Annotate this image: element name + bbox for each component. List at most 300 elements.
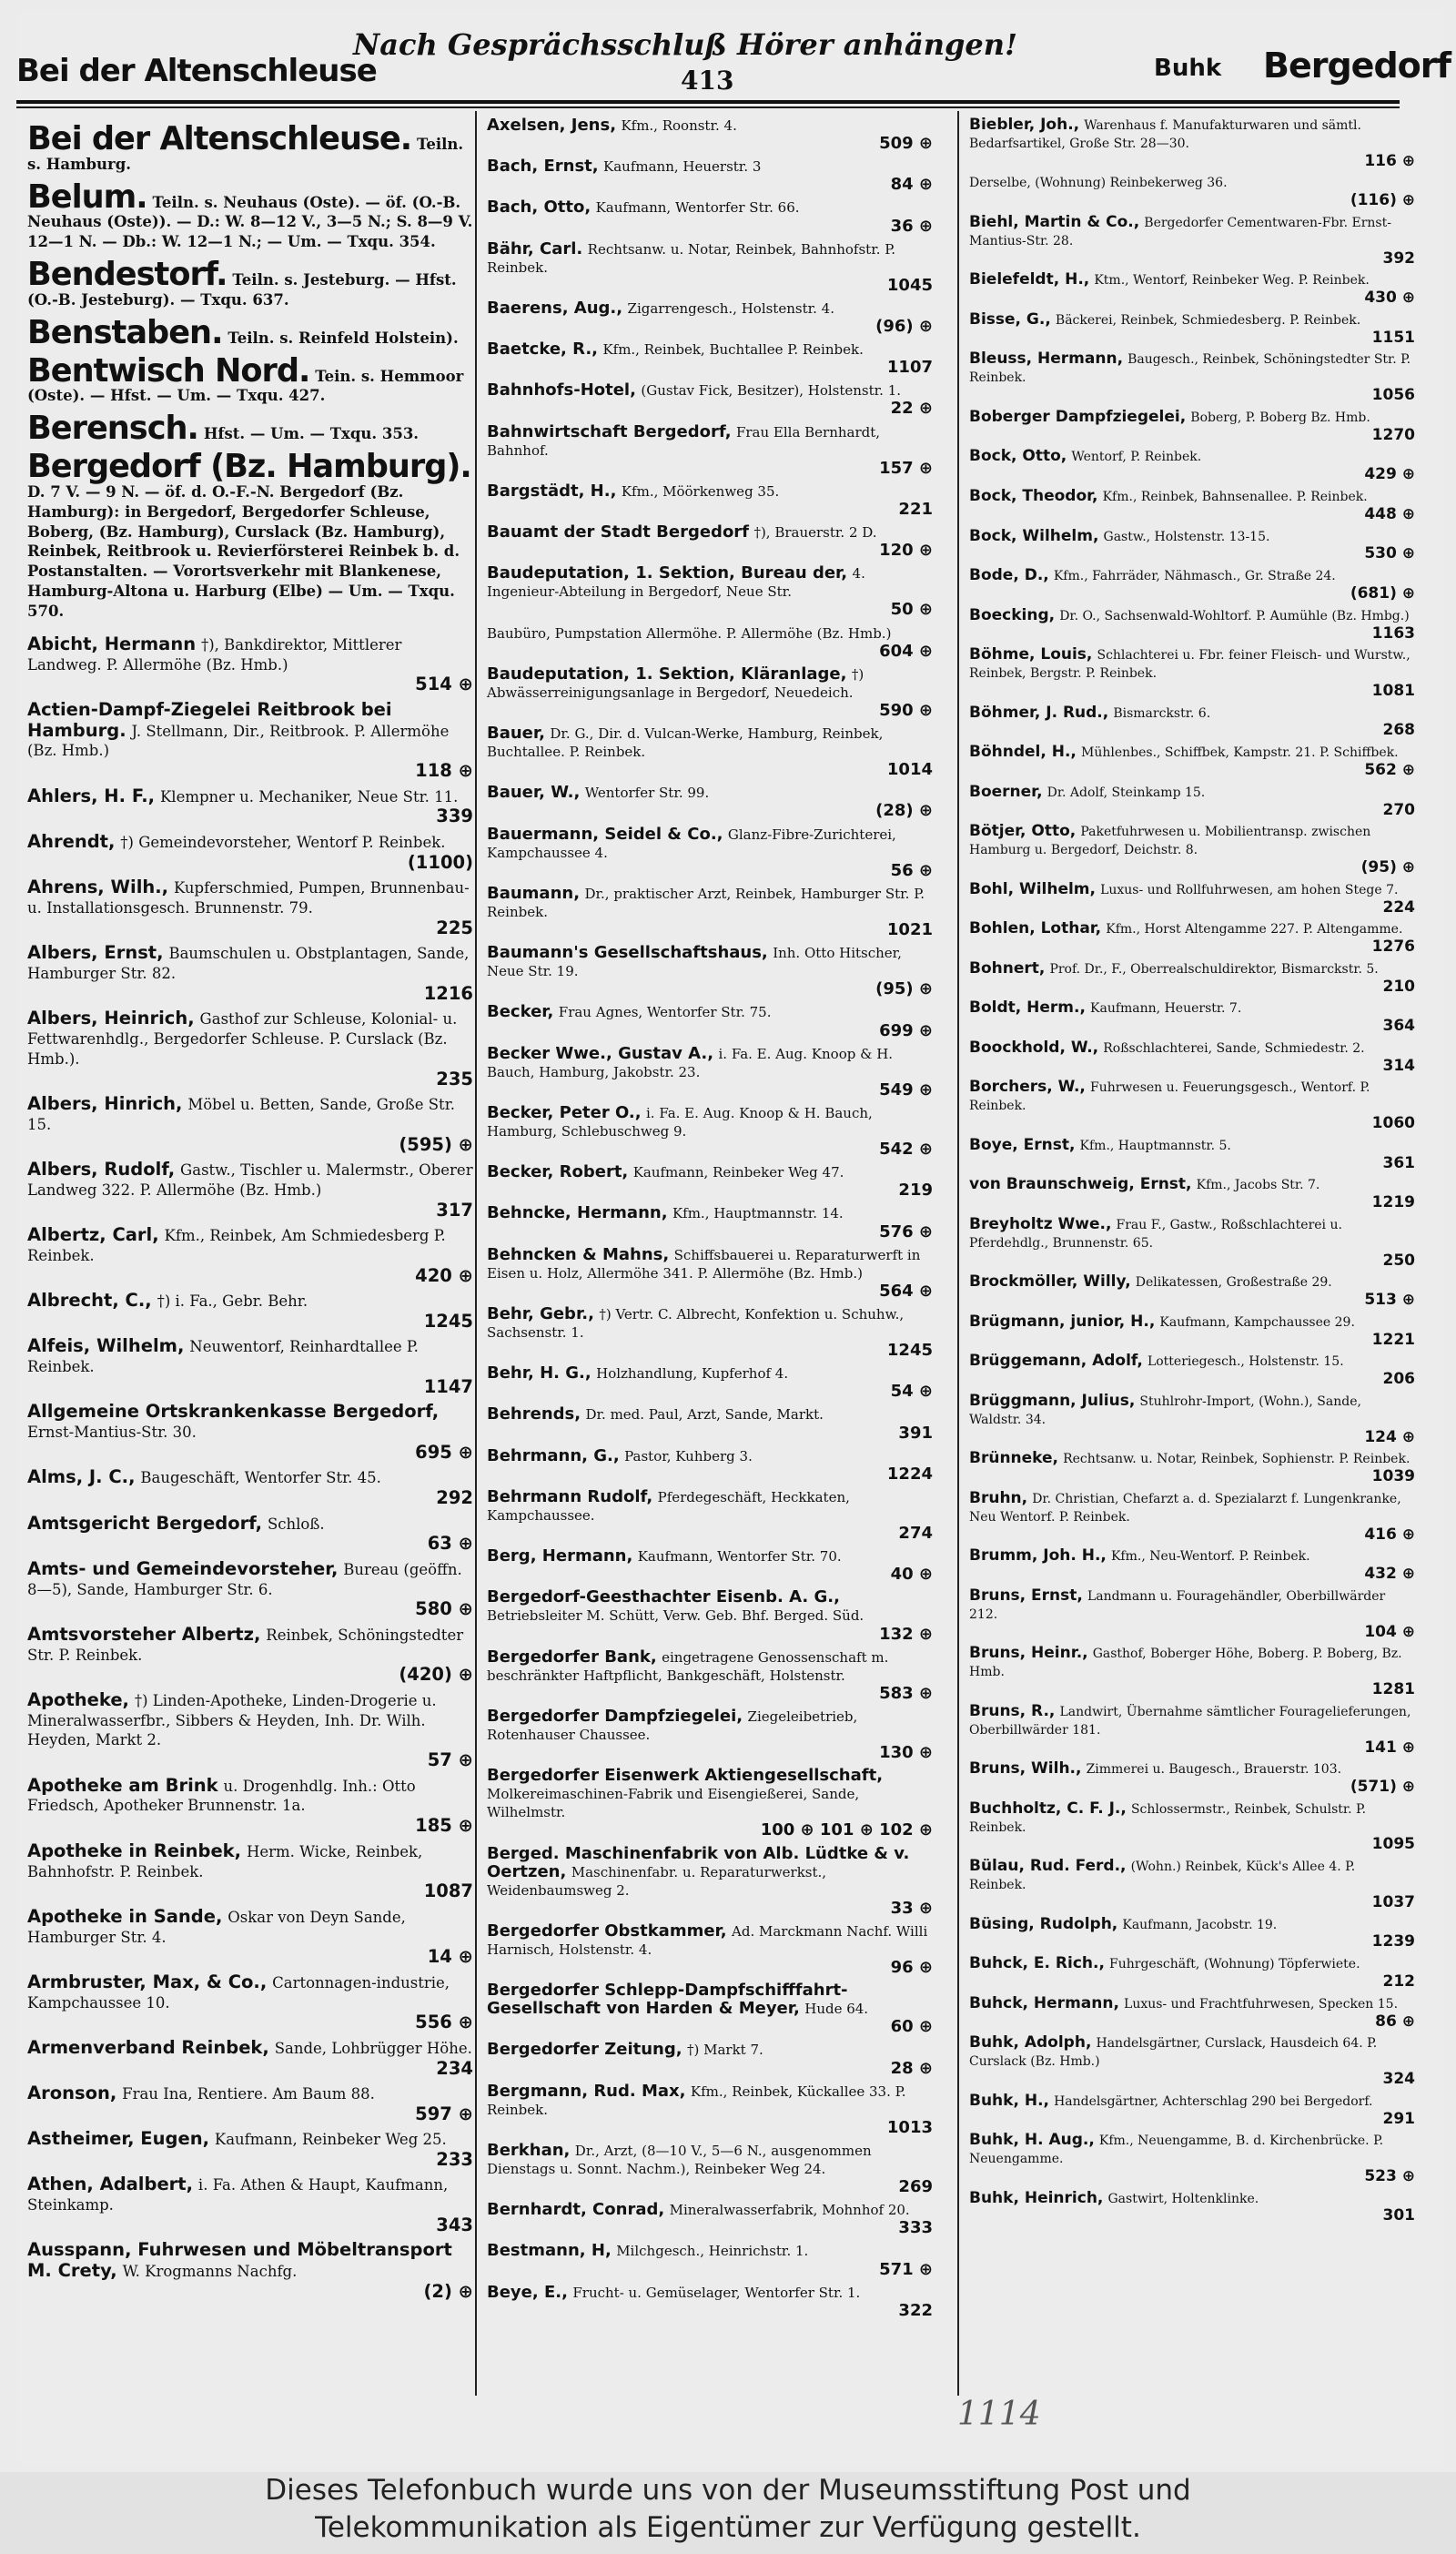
entry-name: Bock, Theodor, <box>969 487 1098 505</box>
directory-entry <box>27 1094 473 1154</box>
entry-name: Boockhold, W., <box>969 1038 1099 1057</box>
entry-phone-number: (28) ⊕ <box>875 801 933 821</box>
entry-description: i. Fa. E. Aug. Knoop & H. Bauch, Hamburg, Schlebuschweg 9. <box>487 1104 873 1140</box>
entry-description: Neuwentorf, Reinhardtallee P. Reinbek. <box>27 1338 419 1376</box>
entry-name: Baudeputation, 1. Sektion, Kläranlage, <box>487 664 847 684</box>
place-description: Hfst. — Um. — Txqu. 353. <box>203 425 420 443</box>
entry-description: Dr. Adolf, Steinkamp 15. <box>1046 785 1206 800</box>
entry-description: W. Krogmanns Nachfg. <box>122 2263 298 2281</box>
handwritten-mark: 1114 <box>957 2396 1041 2433</box>
directory-entry <box>969 999 1415 1035</box>
directory-entry <box>969 528 1415 563</box>
directory-entry <box>969 117 1415 170</box>
directory-entry <box>27 2174 473 2235</box>
directory-entry <box>487 1981 933 2036</box>
entry-name: Behrmann Rudolf, <box>487 1486 653 1506</box>
entry-phone-number: 562 ⊕ <box>1364 761 1415 780</box>
directory-entry <box>969 567 1415 603</box>
entry-name: Bruns, Heinr., <box>969 1644 1088 1663</box>
entry-name: Buhk, Adolph, <box>969 2033 1092 2052</box>
directory-entry <box>487 117 933 153</box>
directory-entry <box>969 920 1415 956</box>
entry-description: Lotteriegesch., Holstenstr. 15. <box>1147 1354 1344 1370</box>
header-notice: Nach Gesprächsschluß Hörer anhängen! <box>353 27 1018 62</box>
directory-entry <box>969 744 1415 779</box>
entry-description: Ad. Marckmann Nachf. Willi Harnisch, Holstenstr. 4. <box>487 1922 928 1958</box>
entry-description: Baubüro, Pumpstation Allermöhe. P. Allermöhe (Bz. Hmb.) <box>487 624 892 642</box>
entry-name: Albers, Hinrich, <box>27 1092 183 1114</box>
entry-phone-number: (96) ⊕ <box>875 317 933 336</box>
entry-phone-number: 291 <box>1382 2109 1415 2128</box>
directory-entry <box>969 1079 1415 1132</box>
place-name: Belum. <box>27 177 147 216</box>
entry-phone-number: 364 <box>1382 1017 1415 1036</box>
entry-phone-number: 1060 <box>1371 1114 1415 1133</box>
entry-description: Kaufmann, Wentorfer Str. 66. <box>595 199 800 217</box>
place-heading <box>27 177 473 252</box>
entry-phone-number: 36 ⊕ <box>890 216 933 236</box>
entry-name: Boberger Dampfziegelei, <box>969 407 1187 426</box>
entry-name: Bach, Ernst, <box>487 157 599 177</box>
directory-entry <box>969 646 1415 700</box>
entry-phone-number: 420 ⊕ <box>415 1264 473 1286</box>
entry-description: Sande, Lohbrügger Höhe. <box>274 2039 472 2057</box>
entry-phone-number: 1056 <box>1371 386 1415 405</box>
entry-phone-number: 100 ⊕ 101 ⊕ 102 ⊕ <box>760 1820 933 1840</box>
entry-description: Baugeschäft, Wentorfer Str. 45. <box>140 1469 381 1487</box>
place-description: Teiln. s. Hamburg. <box>27 136 464 173</box>
entry-phone-number: 301 <box>1382 2206 1415 2225</box>
entry-name: Bohl, Wilhelm, <box>969 879 1096 898</box>
entry-name: Boerner, <box>969 782 1043 801</box>
entry-description: Zimmerei u. Baugesch., Brauerstr. 103. <box>1086 1762 1342 1778</box>
header-right-keyword: Bergedorf <box>1263 46 1451 86</box>
directory-column-2 <box>487 117 933 2325</box>
entry-phone-number: 1107 <box>886 358 933 378</box>
entry-phone-number: 1270 <box>1371 425 1415 444</box>
entry-phone-number: 269 <box>898 2177 933 2197</box>
place-description: Teiln. s. Reinfeld Holstein). <box>228 329 459 347</box>
directory-entry <box>27 1336 473 1396</box>
entry-phone-number: 1021 <box>886 920 933 939</box>
entry-description: Stuhlrohr-Import, (Wohn.), Sande, Waldstr. 34. <box>969 1394 1361 1427</box>
directory-entry <box>969 1800 1415 1854</box>
directory-entry <box>27 1467 473 1508</box>
entry-name: Boecking, <box>969 605 1056 624</box>
entry-phone-number: (1100) <box>407 851 473 873</box>
directory-entry <box>969 2132 1415 2185</box>
entry-phone-number: 63 ⊕ <box>427 1533 473 1555</box>
entry-description: Frau Ella Bernhardt, Bahnhof. <box>487 423 881 459</box>
entry-description: Landmann u. Fouragehändler, Oberbillwärder 212. <box>969 1588 1386 1622</box>
entry-phone-number: 250 <box>1382 1251 1415 1270</box>
entry-name: Behr, Gebr., <box>487 1303 594 1323</box>
entry-description: i. Fa. Athen & Haupt, Kaufmann, Steinkamp. <box>27 2176 449 2214</box>
entry-description: Dr. G., Dir. d. Vulcan-Werke, Hamburg, Reinbek, Buchtallee. P. Reinbek. <box>487 725 884 761</box>
directory-entry <box>27 1907 473 1967</box>
entry-phone-number: 576 ⊕ <box>879 1221 933 1242</box>
entry-phone-number: 141 ⊕ <box>1364 1738 1415 1757</box>
entry-description: Dr., praktischer Arzt, Reinbek, Hamburger Str. P. Reinbek. <box>487 885 925 920</box>
entry-phone-number: (95) ⊕ <box>1360 858 1415 877</box>
entry-name: Bock, Otto, <box>969 447 1067 466</box>
entry-name: Bach, Otto, <box>487 198 592 218</box>
entry-phone-number: 124 ⊕ <box>1364 1427 1415 1446</box>
entry-description: Kaufmann, Wentorfer Str. 70. <box>637 1548 842 1566</box>
entry-description: Boberg, P. Boberg Bz. Hmb. <box>1190 410 1370 425</box>
entry-name: Berg, Hermann, <box>487 1546 633 1566</box>
entry-name: Athen, Adalbert, <box>27 2174 194 2195</box>
entry-name: von Braunschweig, Ernst, <box>969 1175 1192 1194</box>
directory-entry <box>969 214 1415 268</box>
directory-entry <box>969 823 1415 877</box>
entry-description: Dr. O., Sachsenwald-Wohltorf. P. Aumühle (Bz. Hmbg.) <box>1059 608 1410 623</box>
entry-name: Bruns, Ernst, <box>969 1586 1083 1605</box>
entry-description: Schlossermstr., Reinbek, Schulstr. P. Reinbek. <box>969 1801 1367 1835</box>
entry-phone-number: (95) ⊕ <box>875 979 933 999</box>
entry-name: Albrecht, C., <box>27 1290 152 1312</box>
entry-description: †), Brauerstr. 2 D. <box>753 524 877 542</box>
entry-description: Maschinenfabr. u. Reparaturwerkst., Weidenbaumsweg 2. <box>487 1863 827 1899</box>
entry-name: Böhme, Louis, <box>969 645 1093 664</box>
entry-name: Bisse, G., <box>969 309 1051 329</box>
entry-description: Glanz-Fibre-Zurichterei, Kampchaussee 4. <box>487 826 896 861</box>
entry-name: Ahrendt, <box>27 830 116 852</box>
entry-description: †), Bankdirektor, Mittlerer Landweg. P. Allermöhe (Bz. Hmb.) <box>27 635 402 674</box>
entry-description: †) Markt 7. <box>687 2042 763 2059</box>
header-right-keyword-abbr: Buhk <box>1154 55 1222 82</box>
entry-phone-number: 28 ⊕ <box>890 2058 933 2078</box>
directory-entry <box>487 784 933 820</box>
entry-phone-number: (595) ⊕ <box>399 1133 473 1155</box>
entry-description: Kaufmann, Heuerstr. 3 <box>603 158 762 176</box>
entry-description: Wentorfer Str. 99. <box>584 785 710 802</box>
entry-description: Bergedorfer Cementwaren-Fbr. Ernst-Mantius-Str. 28. <box>969 215 1391 248</box>
entry-name: Brünneke, <box>969 1449 1059 1468</box>
entry-phone-number: 1245 <box>423 1310 473 1332</box>
directory-entry <box>487 1045 933 1100</box>
entry-description: Baugesch., Reinbek, Schöningstedter Str. P. Reinbek. <box>969 352 1411 386</box>
place-heading <box>27 448 473 622</box>
entry-name: Ahrens, Wilh., <box>27 877 169 898</box>
entry-description: Roßschlachterei, Sande, Schmiedestr. 2. <box>1103 1040 1365 1056</box>
entry-phone-number: 57 ⊕ <box>427 1749 473 1771</box>
directory-entry <box>969 174 1415 209</box>
entry-name: Bauer, <box>487 724 545 744</box>
entry-description: Herm. Wicke, Reinbek, Bahnhofstr. P. Reinbek. <box>27 1842 423 1880</box>
entry-phone-number: 118 ⊕ <box>415 760 473 782</box>
entry-description: Kaufmann, Heuerstr. 7. <box>1090 1001 1242 1017</box>
entry-phone-number: 556 ⊕ <box>415 2012 473 2033</box>
entry-phone-number: 221 <box>898 499 933 519</box>
entry-name: Bauermann, Seidel & Co., <box>487 824 723 844</box>
directory-entry <box>487 157 933 194</box>
entry-phone-number: 268 <box>1382 721 1415 740</box>
directory-entry <box>487 2242 933 2278</box>
entry-phone-number: 96 ⊕ <box>890 1958 933 1978</box>
entry-description: Gastwirt, Holtenklinke. <box>1107 2191 1259 2206</box>
entry-description: Pastor, Kuhberg 3. <box>624 1447 753 1464</box>
entry-phone-number: 1219 <box>1371 1193 1415 1212</box>
entry-name: Aronson, <box>27 2082 117 2103</box>
entry-description: Kfm., Reinbek, Am Schmiedesberg P. Reinbek. <box>27 1227 446 1264</box>
entry-phone-number: 361 <box>1382 1153 1415 1172</box>
entry-name: Bleuss, Hermann, <box>969 350 1124 369</box>
directory-entry <box>487 1364 933 1401</box>
entry-description: Frau Ina, Rentiere. Am Baum 88. <box>122 2084 375 2103</box>
entry-phone-number: 530 ⊕ <box>1364 544 1415 563</box>
entry-description: Betriebsleiter M. Schütt, Verw. Geb. Bhf. Berged. Süd. <box>487 1607 864 1625</box>
entry-name: Armenverband Reinbek, <box>27 2036 269 2058</box>
entry-name: Buchholtz, C. F. J., <box>969 1799 1127 1818</box>
entry-description: Kfm., Hauptmannstr. 5. <box>1079 1138 1231 1153</box>
entry-phone-number: (571) ⊕ <box>1350 1778 1415 1797</box>
entry-name: Berged. Maschinenfabrik von Alb. Lüdtke & v. Oertzen, <box>487 1843 910 1881</box>
directory-entry <box>969 1995 1415 2031</box>
entry-name: Buhk, H., <box>969 2091 1049 2110</box>
directory-entry <box>969 1176 1415 1211</box>
directory-entry <box>487 299 933 336</box>
entry-name: Alfeis, Wilhelm, <box>27 1335 185 1357</box>
entry-phone-number: 343 <box>436 2214 473 2236</box>
entry-phone-number: 1216 <box>423 982 473 1004</box>
directory-entry <box>969 1137 1415 1172</box>
entry-name: Baetcke, R., <box>487 340 599 360</box>
entry-phone-number: 392 <box>1382 248 1415 268</box>
directory-entry <box>969 1547 1415 1583</box>
entry-phone-number: 432 ⊕ <box>1364 1565 1415 1584</box>
entry-name: Bruns, Wilh., <box>969 1759 1082 1779</box>
entry-description: †) Gemeindevorsteher, Wentorf P. Reinbek. <box>120 833 446 851</box>
entry-name: Albers, Heinrich, <box>27 1008 195 1029</box>
entry-description: Frau Agnes, Wentorfer Str. 75. <box>558 1004 772 1021</box>
entry-phone-number: 56 ⊕ <box>890 860 933 880</box>
entry-description: Derselbe, (Wohnung) Reinbekerweg 36. <box>969 176 1228 191</box>
entry-name: Behr, H. G., <box>487 1363 592 1383</box>
entry-name: Bernhardt, Conrad, <box>487 2200 665 2220</box>
entry-phone-number: 513 ⊕ <box>1364 1291 1415 1310</box>
entry-name: Buhk, Heinrich, <box>969 2188 1104 2207</box>
directory-entry <box>27 1776 473 1836</box>
entry-name: Albers, Rudolf, <box>27 1158 176 1180</box>
entry-name: Bielefeldt, H., <box>969 270 1090 289</box>
directory-entry <box>487 482 933 519</box>
entry-phone-number: 317 <box>436 1199 473 1221</box>
entry-phone-number: 86 ⊕ <box>1375 2012 1415 2031</box>
entry-description: Dr. Christian, Chefarzt a. d. Spezialarzt f. Lungenkranke, Neu Wentorf. P. Reinbek. <box>969 1491 1401 1525</box>
entry-description: Kaufmann, Jacobstr. 19. <box>1122 1917 1278 1932</box>
entry-name: Apotheke in Sande, <box>27 1905 223 1927</box>
entry-description: Hude 64. <box>804 2001 869 2018</box>
entry-name: Bergedorf-Geesthachter Eisenb. A. G., <box>487 1587 840 1607</box>
directory-entry <box>487 1305 933 1360</box>
directory-entry <box>487 1708 933 1762</box>
directory-entry <box>27 832 473 873</box>
directory-entry <box>969 1955 1415 1991</box>
directory-entry <box>487 381 933 418</box>
directory-entry <box>27 1008 473 1089</box>
directory-entry <box>969 2034 1415 2088</box>
entry-description: Kfm., Roonstr. 4. <box>621 117 737 134</box>
entry-phone-number: 33 ⊕ <box>890 1898 933 1918</box>
directory-entry <box>487 1547 933 1584</box>
directory-entry <box>27 2083 473 2124</box>
entry-phone-number: 604 ⊕ <box>879 641 933 661</box>
entry-phone-number: 523 ⊕ <box>1364 2166 1415 2185</box>
directory-entry <box>969 2093 1415 2128</box>
entry-phone-number: 225 <box>436 917 473 938</box>
directory-entry <box>487 2041 933 2077</box>
entry-phone-number: 339 <box>436 806 473 827</box>
entry-name: Böhmer, J. Rud., <box>969 703 1109 722</box>
entry-description: Mineralwasserfabrik, Mohnhof 20. <box>669 2202 910 2219</box>
entry-description: eingetragene Genossenschaft m. beschränkter Haftpflicht, Bankgeschäft, Holstenstr. <box>487 1648 889 1684</box>
entry-name: Boye, Ernst, <box>969 1135 1076 1154</box>
entry-description: Handelsgärtner, Achterschlag 290 bei Bergedorf. <box>1054 2093 1373 2109</box>
directory-entry <box>969 2190 1415 2225</box>
entry-description: Rechtsanw. u. Notar, Reinbek, Bahnhofstr. P. Reinbek. <box>487 240 896 276</box>
place-description: Teiln. s. Neuhaus (Oste). — öf. (O.-B. Neuhaus (Oste)). — D.: W. 8—12 V., 3—5 N.; S. 8—9 V. 12—1 N. — Db.: W. 12—1 N.; — Um. — Txqu. 354. <box>27 193 473 251</box>
directory-entry <box>27 1160 473 1220</box>
entry-name: Bargstädt, H., <box>487 481 617 501</box>
directory-entry <box>27 1625 473 1685</box>
place-name: Bergedorf (Bz. Hamburg). <box>27 448 471 486</box>
entry-name: Buhk, H. Aug., <box>969 2131 1095 2150</box>
entry-description: u. Drogenhdlg. Inh.: Otto Friedsch, Apotheker Brunnenstr. 1a. <box>27 1777 416 1815</box>
entry-description: Schiffsbauerei u. Reparaturwerft in Eisen u. Holz, Allermöhe 341. P. Allermöhe (Bz. Hmb.) <box>487 1246 921 1282</box>
directory-entry <box>487 198 933 235</box>
entry-phone-number: 1224 <box>886 1464 933 1484</box>
entry-name: Brockmöller, Willy, <box>969 1272 1131 1292</box>
entry-description: Molkereimaschinen-Fabrik und Eisengießerei, Sande, Wilhelmstr. <box>487 1786 860 1821</box>
directory-entry <box>969 881 1415 917</box>
entry-description: †) i. Fa., Gebr. Behr. <box>157 1292 308 1311</box>
entry-name: Bergedorfer Zeitung, <box>487 2040 682 2060</box>
entry-name: Bohnert, <box>969 958 1046 978</box>
place-heading <box>27 351 473 407</box>
entry-phone-number: 1095 <box>1371 1835 1415 1854</box>
entry-description: Paketfuhrwesen u. Mobilientransp. zwischen Hamburg u. Bergedorf, Deichstr. 8. <box>969 825 1371 858</box>
directory-entry <box>487 1104 933 1159</box>
directory-entry <box>969 350 1415 404</box>
entry-description: Luxus- und Rollfuhrwesen, am hohen Stege 7. <box>1100 882 1399 897</box>
directory-entry <box>487 1767 933 1839</box>
entry-description: Mühlenbes., Schiffbek, Kampstr. 21. P. Schiffbek. <box>1080 745 1399 761</box>
entry-phone-number: 333 <box>898 2218 933 2238</box>
entry-name: Amts- und Gemeindevorsteher, <box>27 1557 339 1579</box>
entry-description: Frucht- u. Gemüselager, Wentorfer Str. 1. <box>572 2284 861 2301</box>
directory-entry <box>27 1514 473 1555</box>
entry-name: Becker, Robert, <box>487 1162 629 1182</box>
entry-phone-number: 40 ⊕ <box>890 1565 933 1585</box>
directory-entry <box>27 1841 473 1901</box>
entry-name: Ahlers, H. F., <box>27 785 156 806</box>
directory-entry <box>969 1353 1415 1388</box>
entry-name: Biebler, Joh., <box>969 116 1080 134</box>
entry-description: Dr., Arzt, (8—10 V., 5—6 N., ausgenommen Dienstags u. Sonnt. Nachm.), Reinbeker Weg 24. <box>487 2142 872 2178</box>
entry-phone-number: 84 ⊕ <box>890 175 933 195</box>
directory-entry <box>969 607 1415 643</box>
entry-name: Brüggemann, Adolf, <box>969 1352 1143 1371</box>
entry-name: Borchers, W., <box>969 1078 1086 1097</box>
entry-phone-number: 132 ⊕ <box>879 1624 933 1644</box>
entry-name: Armbruster, Max, & Co., <box>27 1971 268 1992</box>
entry-name: Bauamt der Stadt Bergedorf <box>487 522 750 542</box>
entry-phone-number: 274 <box>898 1524 933 1543</box>
directory-entry <box>27 2038 473 2079</box>
entry-description: Schloß. <box>267 1515 325 1533</box>
entry-name: Beye, E., <box>487 2282 568 2302</box>
entry-name: Bötjer, Otto, <box>969 822 1077 841</box>
entry-name: Becker Wwe., Gustav A., <box>487 1043 714 1063</box>
directory-entry <box>969 1645 1415 1698</box>
entry-description: Inh. Otto Hitscher, Neue Str. 19. <box>487 945 902 980</box>
directory-entry <box>969 1313 1415 1349</box>
entry-name: Bähr, Carl. <box>487 238 583 258</box>
entry-description: Ktm., Wentorf, Reinbeker Weg. P. Reinbek. <box>1094 273 1370 289</box>
entry-phone-number: 1087 <box>423 1880 473 1902</box>
entry-name: Bergedorfer Obstkammer, <box>487 1921 727 1941</box>
header-rule-thin <box>16 106 1400 108</box>
directory-entry <box>487 2083 933 2137</box>
directory-entry <box>487 1922 933 1977</box>
footer-line-2: Telekommunikation als Eigentümer zur Verfügung gestellt. <box>315 2511 1141 2544</box>
directory-entry <box>27 2129 473 2170</box>
directory-entry <box>487 944 933 998</box>
entry-description: Kfm., Neu-Wentorf. P. Reinbek. <box>1110 1549 1310 1565</box>
entry-description: Zigarrengesch., Holstenstr. 4. <box>627 299 834 317</box>
entry-description: J. Stellmann, Dir., Reitbrook. P. Allermöhe (Bz. Hmb.) <box>27 722 450 760</box>
directory-entry <box>487 1246 933 1301</box>
directory-entry <box>487 1163 933 1200</box>
page-number: 413 <box>681 66 734 96</box>
directory-column-3 <box>969 117 1415 2229</box>
directory-entry <box>487 240 933 295</box>
entry-name: Bahnhofs-Hotel, <box>487 380 636 400</box>
directory-entry <box>27 786 473 827</box>
directory-entry <box>487 1648 933 1703</box>
entry-phone-number: 210 <box>1382 977 1415 996</box>
entry-name: Bergedorfer Dampfziegelei, <box>487 1706 743 1726</box>
entry-description: Pferdegeschäft, Heckkaten, Kampchaussee. <box>487 1488 850 1524</box>
entry-description: Landwirt, Übernahme sämtlicher Fouragelieferungen, Oberbillwärder 181. <box>969 1704 1411 1738</box>
entry-description: Cartonnagen-industrie, Kampchaussee 10. <box>27 1973 450 2012</box>
directory-entry <box>487 624 933 661</box>
entry-description: Oskar von Deyn Sande, Hamburger Str. 4. <box>27 1908 406 1946</box>
entry-description: Kaufmann, Reinbeker Weg 47. <box>632 1164 844 1181</box>
entry-phone-number: 212 <box>1382 1972 1415 1991</box>
directory-entry <box>27 1690 473 1770</box>
entry-description: Handelsgärtner, Curslack, Hausdeich 64. P. Curslack (Bz. Hmb.) <box>969 2036 1378 2070</box>
directory-entry <box>969 1916 1415 1951</box>
place-name: Benstaben. <box>27 313 223 351</box>
entry-phone-number: 448 ⊕ <box>1364 504 1415 523</box>
entry-phone-number: 1221 <box>1371 1330 1415 1349</box>
entry-name: Bergedorfer Eisenwerk Aktiengesellschaft, <box>487 1766 884 1786</box>
entry-description: Kfm., Neuengamme, B. d. Kirchenbrücke. P. Neuengamme. <box>969 2133 1384 2167</box>
directory-entry <box>487 523 933 560</box>
directory-entry <box>969 1393 1415 1446</box>
directory-entry <box>969 448 1415 483</box>
directory-entry <box>969 1039 1415 1075</box>
entry-phone-number: 1276 <box>1371 937 1415 957</box>
entry-description: (Wohn.) Reinbek, Kück's Allee 4. P. Reinbek. <box>969 1860 1356 1893</box>
entry-description: Kfm., Hauptmannstr. 14. <box>672 1205 844 1222</box>
entry-phone-number: 116 ⊕ <box>1364 151 1415 170</box>
entry-phone-number: 130 ⊕ <box>879 1743 933 1763</box>
directory-entry <box>27 1559 473 1619</box>
entry-phone-number: 219 <box>898 1181 933 1201</box>
